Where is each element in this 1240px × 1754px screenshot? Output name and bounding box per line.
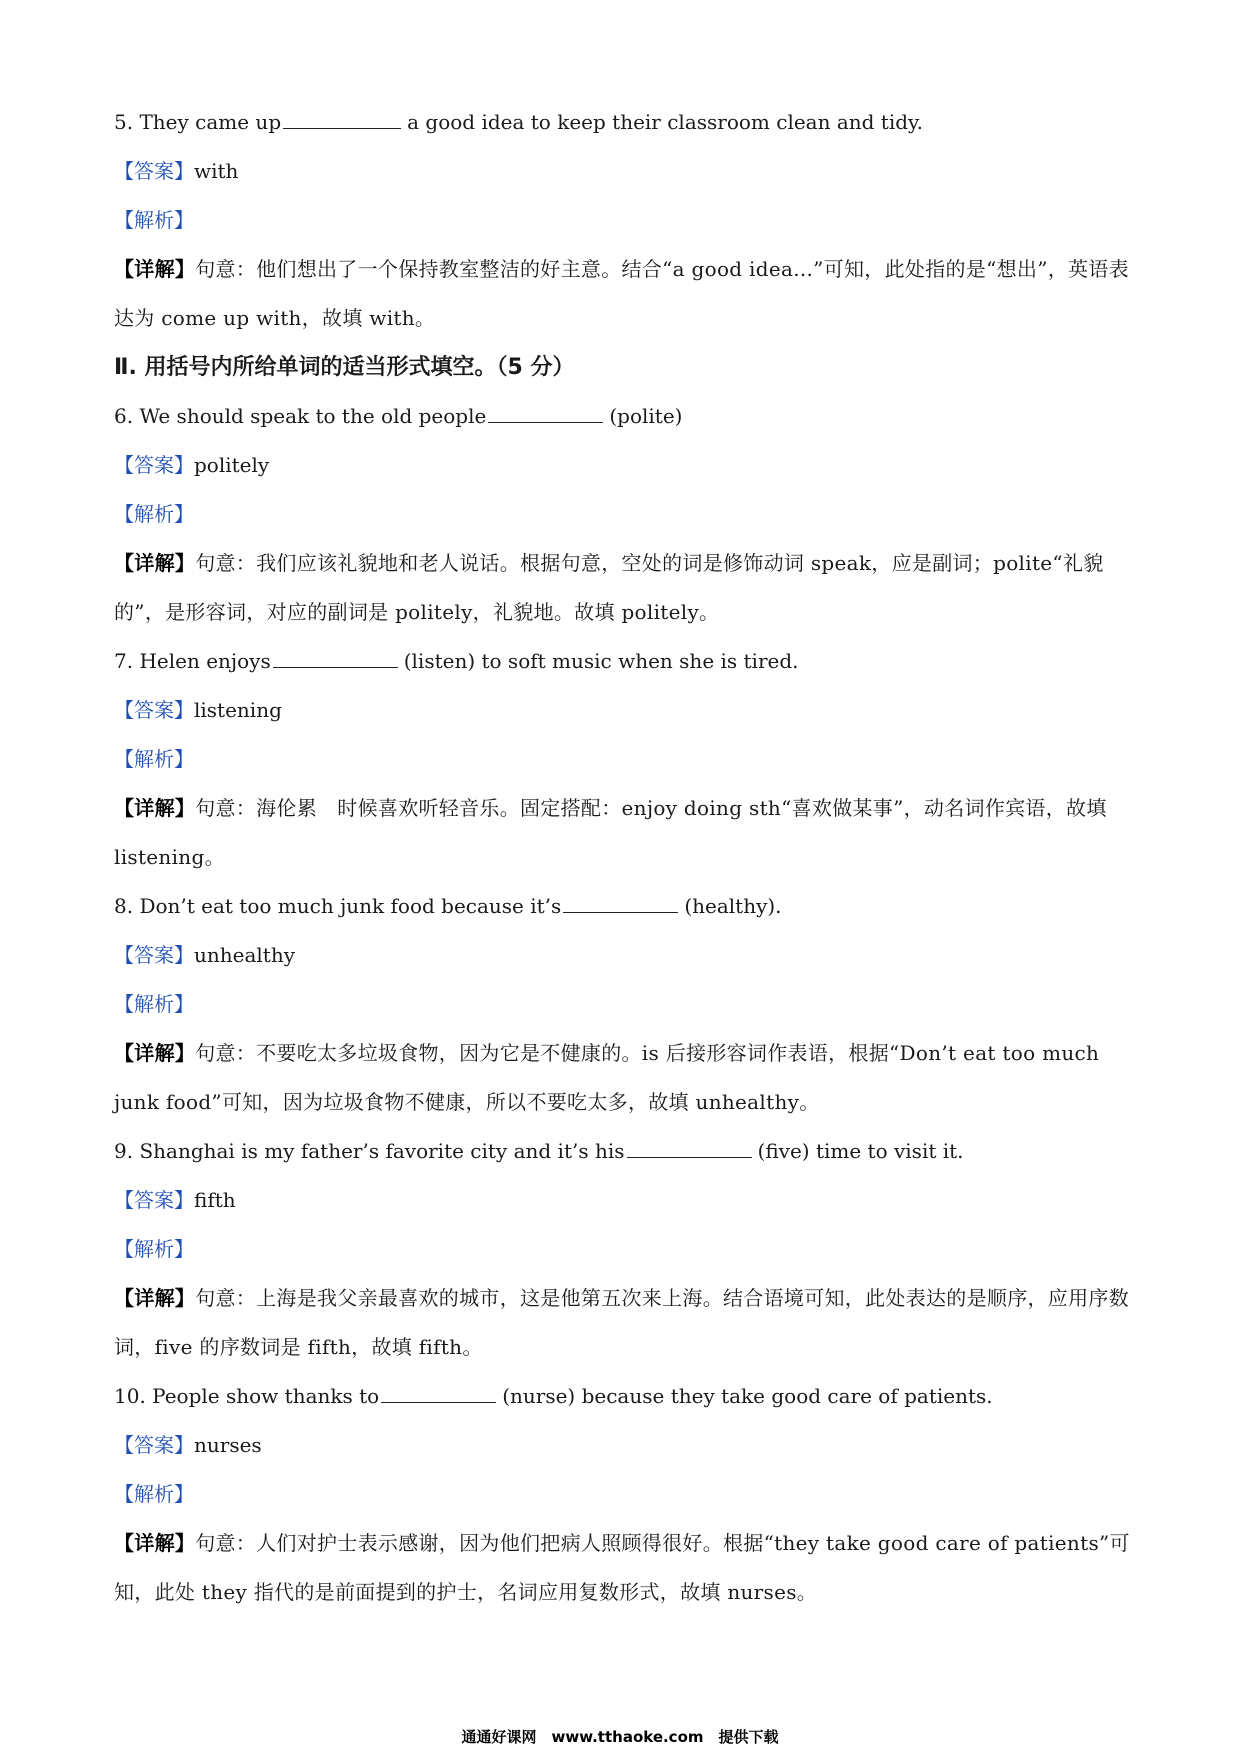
question-text: (listen) to soft music when she is tired. — [403, 649, 799, 673]
detail-paragraph — [114, 1029, 1134, 1127]
analysis-row — [114, 196, 1134, 245]
answer-blank — [488, 406, 603, 423]
answer-value: unhealthy — [194, 943, 296, 967]
answer-row — [114, 1176, 1134, 1225]
answer-row — [114, 931, 1134, 980]
question-text: (healthy). — [684, 894, 782, 918]
answer-value: nurses — [194, 1433, 262, 1457]
answer-blank — [381, 1386, 496, 1403]
answer-label: 【答案】 — [114, 1188, 194, 1212]
detail-label: 【详解】 — [114, 796, 196, 820]
question-text: (five) time to visit it. — [757, 1139, 964, 1163]
answer-blank — [283, 112, 401, 129]
answer-value: fifth — [194, 1188, 236, 1212]
answer-label: 【答案】 — [114, 453, 194, 477]
analysis-label: 【解析】 — [114, 208, 194, 232]
analysis-row — [114, 980, 1134, 1029]
analysis-label: 【解析】 — [114, 1482, 194, 1506]
section-title: Ⅱ. 用括号内所给单词的适当形式填空。（5 分） — [114, 355, 575, 380]
detail-paragraph — [114, 1274, 1134, 1372]
detail-label: 【详解】 — [114, 1286, 196, 1310]
question-text: 5. They came up — [114, 110, 282, 134]
document-page — [114, 98, 1134, 1617]
answer-blank — [563, 896, 678, 913]
analysis-row — [114, 735, 1134, 784]
analysis-row — [114, 490, 1134, 539]
detail-paragraph — [114, 539, 1134, 637]
detail-label: 【详解】 — [114, 1041, 196, 1065]
question-text: 9. Shanghai is my father’s favorite city and it’s his — [114, 1139, 625, 1163]
answer-value: with — [194, 159, 239, 183]
detail-paragraph — [114, 245, 1134, 343]
detail-text: 句意：人们对护士表示感谢，因为他们把病人照顾得很好。根据“they take good care of patients”可知，此处 they 指代的是前面提到的护士，名词应用复数形式，故填 nurses。 — [114, 1531, 1130, 1604]
answer-label: 【答案】 — [114, 943, 194, 967]
question-text: (nurse) because they take good care of patients. — [502, 1384, 993, 1408]
detail-paragraph — [114, 784, 1134, 882]
analysis-label: 【解析】 — [114, 1237, 194, 1261]
detail-text: 句意：不要吃太多垃圾食物，因为它是不健康的。is 后接形容词作表语，根据“Don’t eat too much junk food”可知，因为垃圾食物不健康，所以不要吃太多，故填 unhealthy。 — [114, 1041, 1100, 1114]
detail-text: 句意：上海是我父亲最喜欢的城市，这是他第五次来上海。结合语境可知，此处表达的是顺序，应用序数词，five 的序数词是 fifth，故填 fifth。 — [114, 1286, 1130, 1359]
question-text: 7. Helen enjoys — [114, 649, 271, 673]
analysis-row — [114, 1225, 1134, 1274]
detail-paragraph — [114, 1519, 1134, 1617]
analysis-row — [114, 1470, 1134, 1519]
analysis-label: 【解析】 — [114, 992, 194, 1016]
answer-blank — [627, 1141, 752, 1158]
page-footer: 通通好课网 www.tthaoke.com 提供下载 — [461, 1728, 779, 1746]
question-10 — [114, 1372, 1134, 1421]
answer-value: listening — [194, 698, 282, 722]
answer-value: politely — [194, 453, 270, 477]
question-5 — [114, 98, 1134, 147]
answer-label: 【答案】 — [114, 698, 194, 722]
answer-row — [114, 147, 1134, 196]
answer-label: 【答案】 — [114, 1433, 194, 1457]
detail-text: 句意：他们想出了一个保持教室整洁的好主意。结合“a good idea...”可知，此处指的是“想出”，英语表达为 come up with，故填 with。 — [114, 257, 1129, 330]
detail-label: 【详解】 — [114, 1531, 196, 1555]
question-9 — [114, 1127, 1134, 1176]
question-text: 6. We should speak to the old people — [114, 404, 487, 428]
question-text: 8. Don’t eat too much junk food because it’s — [114, 894, 562, 918]
detail-text: 句意：我们应该礼貌地和老人说话。根据句意，空处的词是修饰动词 speak，应是副词；polite“礼貌的”，是形容词，对应的副词是 politely，礼貌地。故填 politely。 — [114, 551, 1104, 624]
question-7 — [114, 637, 1134, 686]
answer-blank — [273, 651, 398, 668]
answer-row — [114, 686, 1134, 735]
answer-row — [114, 441, 1134, 490]
detail-text: 句意：海伦累 时候喜欢听轻音乐。固定搭配：enjoy doing sth“喜欢做某事”，动名词作宾语，故填 listening。 — [114, 796, 1107, 869]
answer-row — [114, 1421, 1134, 1470]
question-text: (polite) — [609, 404, 683, 428]
question-8 — [114, 882, 1134, 931]
detail-label: 【详解】 — [114, 257, 196, 281]
analysis-label: 【解析】 — [114, 747, 194, 771]
question-6 — [114, 392, 1134, 441]
question-text: a good idea to keep their classroom clean and tidy. — [407, 110, 924, 134]
analysis-label: 【解析】 — [114, 502, 194, 526]
question-text: 10. People show thanks to — [114, 1384, 380, 1408]
detail-label: 【详解】 — [114, 551, 196, 575]
answer-label: 【答案】 — [114, 159, 194, 183]
